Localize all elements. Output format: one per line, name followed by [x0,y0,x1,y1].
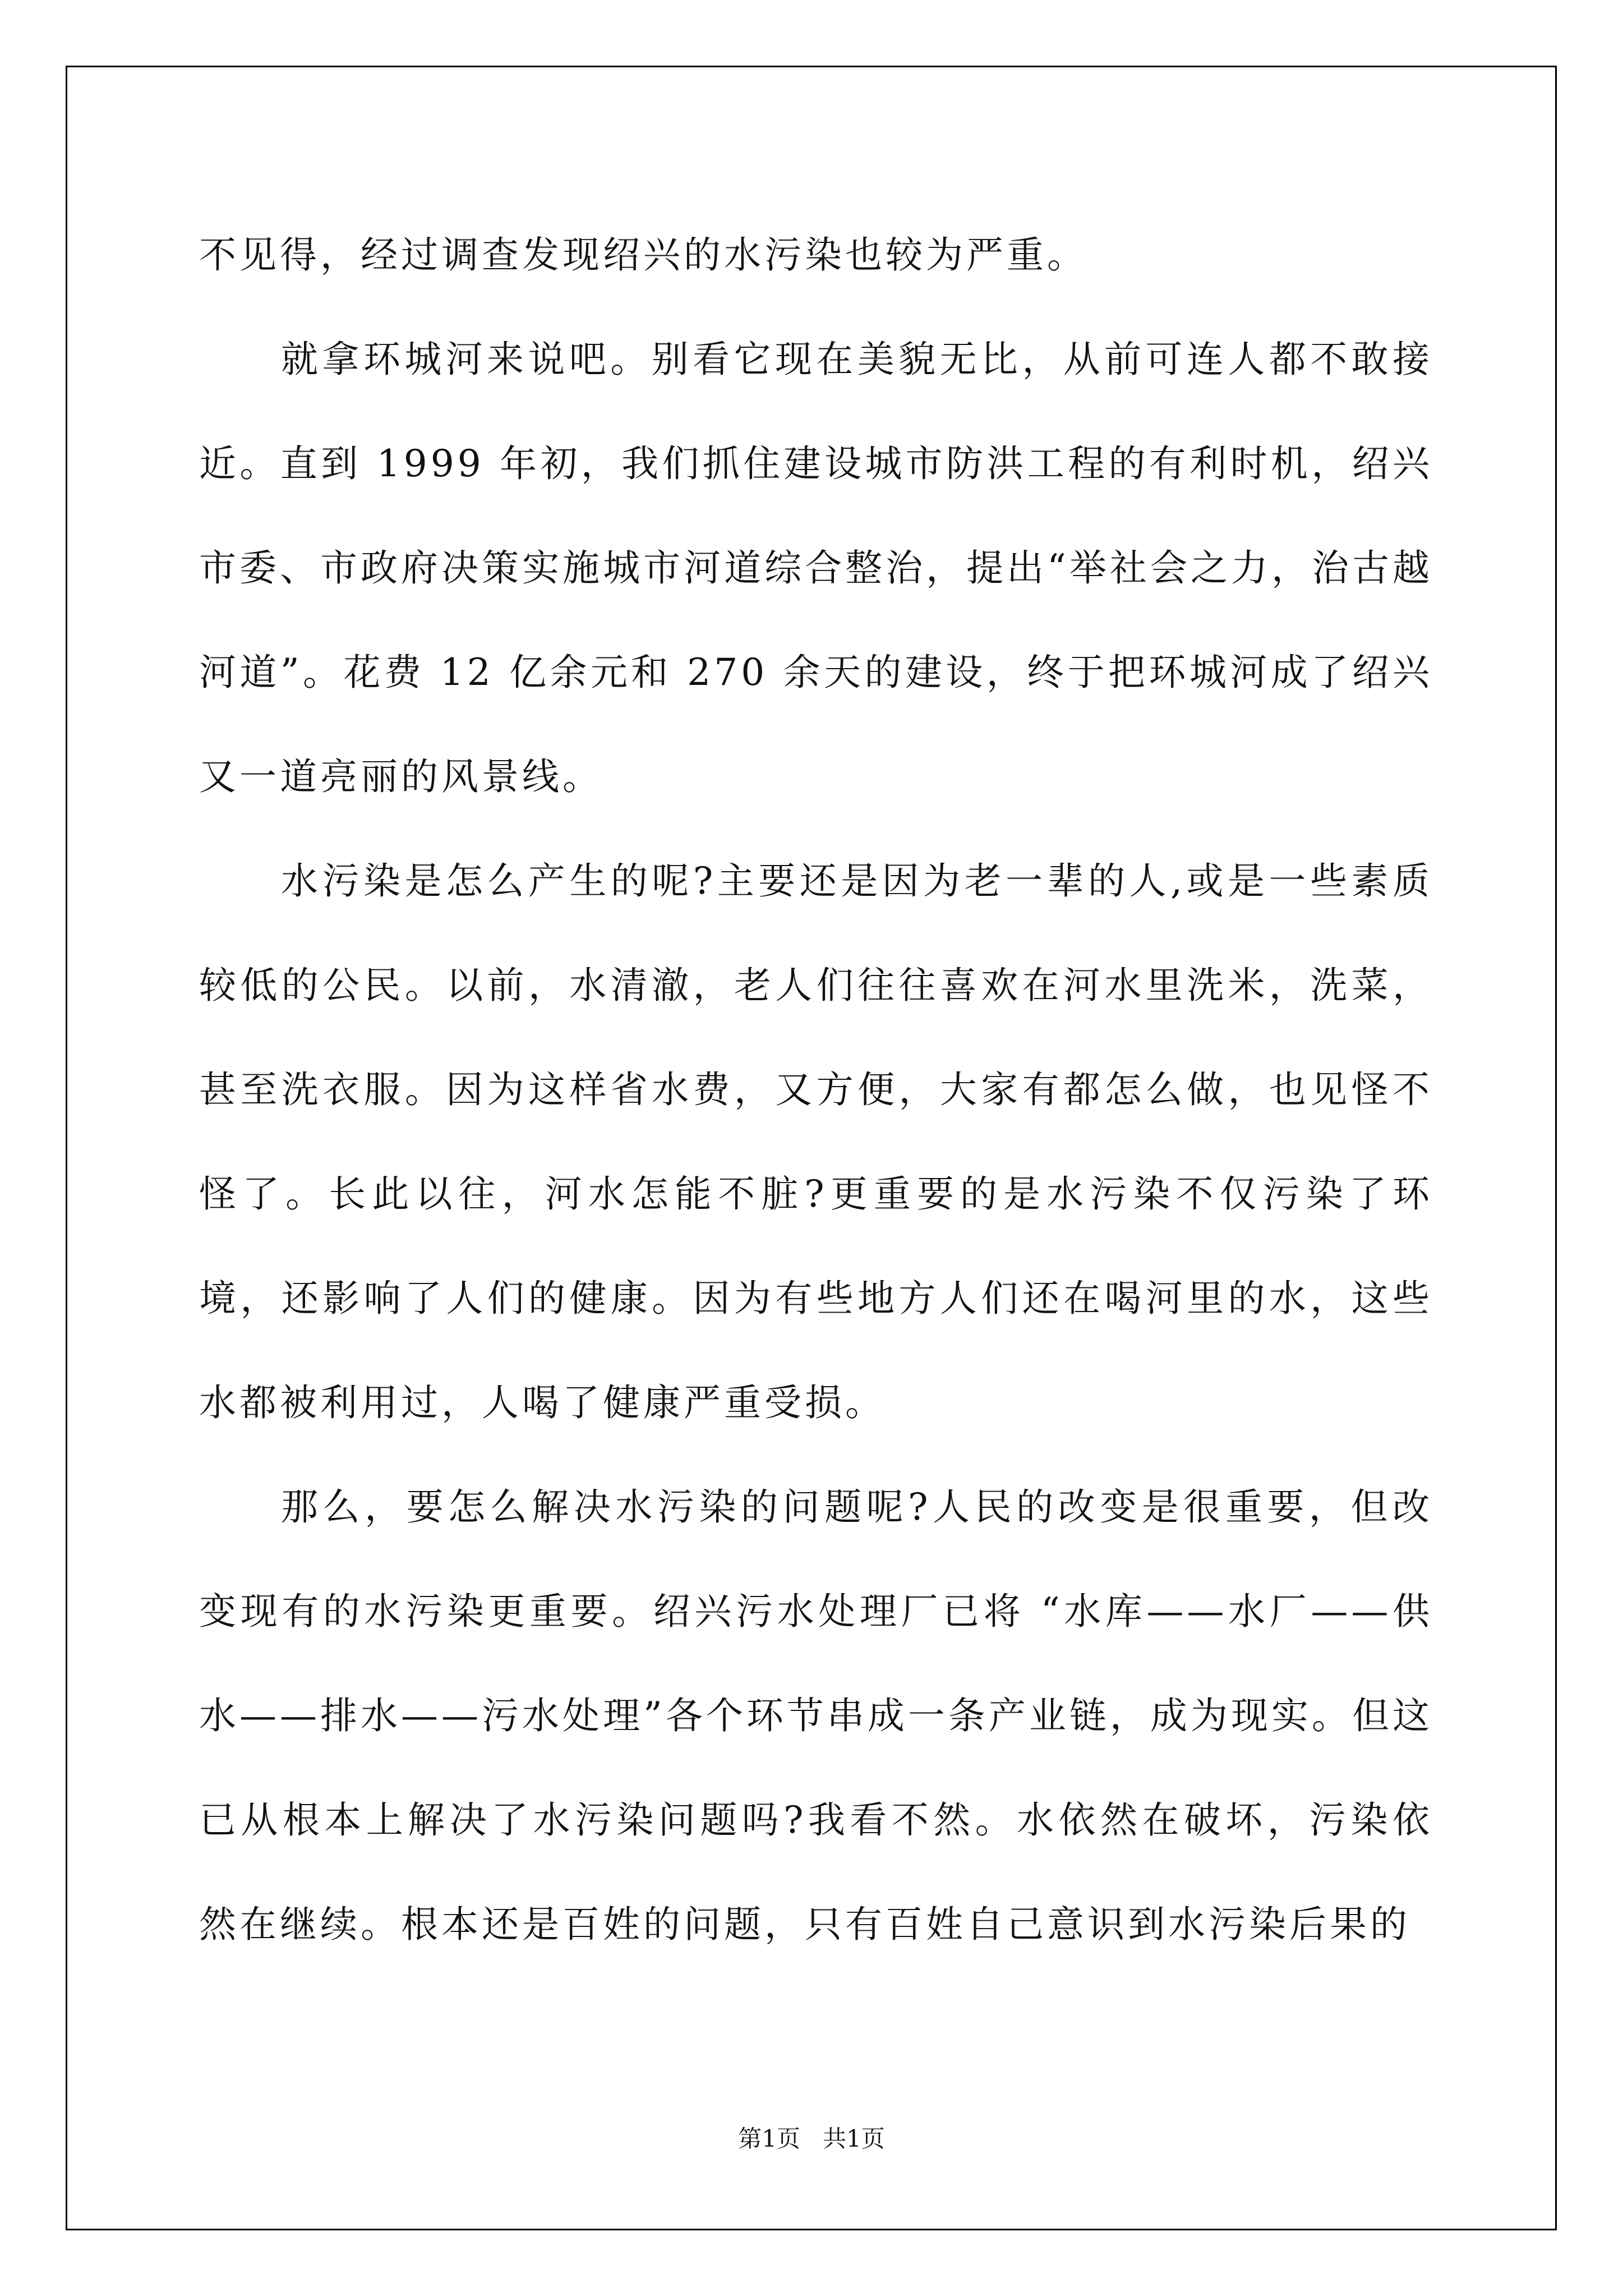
page-number: 第1页 共1页 [738,2125,885,2152]
paragraph-4: 那么，要怎么解决水污染的问题呢?人民的改变是很重要，但改变现有的水污染更重要。绍兴污水处理厂已将 “水库——水厂——供水——排水——污水处理”各个环节串成一条产业链，成为现实。但这已从根本上解决了水污染问题吗?我看不然。水依然在破坏，污染依然在继续。根本还是百姓的问题，只有百姓自己意识到水污染后果的 [199,1485,1433,1946]
paragraph-2: 就拿环城河来说吧。别看它现在美貌无比，从前可连人都不敢接近。直到 1999 年初，我们抓住建设城市防洪工程的有利时机，绍兴市委、市政府决策实施城市河道综合整治，提出“举社会之力，治古越河道”。花费 12 亿余元和 270 余天的建设，终于把环城河成了绍兴又一道亮丽的风景线。 [199,338,1433,798]
paragraph-3: 水污染是怎么产生的呢?主要还是因为老一辈的人,或是一些素质较低的公民。以前，水清澈，老人们往往喜欢在河水里洗米，洗菜，甚至洗衣服。因为这样省水费，又方便，大家有都怎么做，也见怪不怪了。长此以往，河水怎能不脏?更重要的是水污染不仅污染了环境，还影响了人们的健康。因为有些地方人们还在喝河里的水，这些水都被利用过，人喝了健康严重受损。 [199,859,1433,1424]
document-body [199,203,1433,1977]
page-footer [0,2120,1623,2154]
paragraph-1: 不见得，经过调查发现绍兴的水污染也较为严重。 [199,233,1087,277]
